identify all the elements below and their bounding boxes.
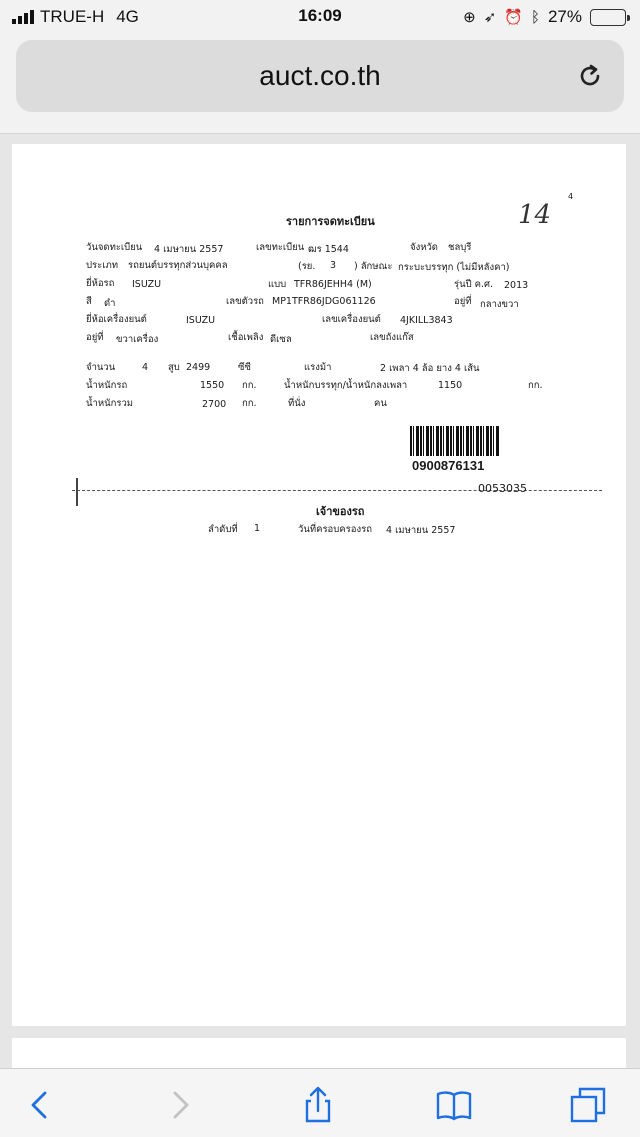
value-chassis: MP1TFR86JDG061126 <box>272 296 376 307</box>
owner-header: เจ้าของรถ <box>316 505 365 518</box>
label-engine-loc: อยู่ที่ <box>86 332 104 343</box>
back-icon[interactable] <box>20 1085 60 1125</box>
value-vehicle-weight: 1550 <box>200 380 225 391</box>
label-cylinders: จำนวน <box>86 362 116 373</box>
label-engine-no: เลขเครื่องยนต์ <box>322 314 381 325</box>
status-right <box>463 7 626 27</box>
label-plate: เลขทะเบียน <box>256 242 305 253</box>
registration-document <box>68 164 608 536</box>
value-province: ชลบุรี <box>448 242 472 253</box>
battery-percent: 27% <box>547 7 582 26</box>
order-label: ลำดับที่ <box>208 524 238 535</box>
document-title: รายการจดทะเบียน <box>286 215 375 228</box>
value-chassis-loc: กลางขวา <box>480 299 519 310</box>
label-class: (รย. <box>298 261 316 272</box>
status-bar <box>0 0 640 34</box>
label-type: ประเภท <box>86 260 119 271</box>
alarm-icon: ⏰ <box>504 9 523 26</box>
label-gas-tank: เลขถังแก๊ส <box>370 332 414 343</box>
reload-icon[interactable] <box>576 62 604 90</box>
label-model: แบบ <box>268 279 287 290</box>
unit-seats: คน <box>374 398 387 409</box>
value-cylinders: 4 <box>142 362 149 373</box>
address-bar[interactable] <box>16 40 624 112</box>
value-engine-loc: ขวาเครื่อง <box>116 334 159 345</box>
value-reg-date: 4 เมษายน 2557 <box>154 244 224 255</box>
label-fuel: เชื้อเพลิง <box>228 332 264 343</box>
label-gross-weight: น้ำหนักรวม <box>86 398 134 409</box>
value-model-year: 2013 <box>504 280 529 291</box>
value-load-weight: 1150 <box>438 380 463 391</box>
label-vehicle-weight: น้ำหนักรถ <box>86 380 128 391</box>
value-engine-brand: ISUZU <box>186 315 216 326</box>
label-color: สี <box>86 296 92 307</box>
value-brand: ISUZU <box>132 279 162 290</box>
serial-number: 0053035 <box>478 482 527 495</box>
value-fuel: ดีเซล <box>270 334 292 345</box>
value-engine-no: 4JKILL3843 <box>400 315 453 326</box>
label-brand: ยี่ห้อรถ <box>86 278 115 289</box>
network-type: 4G <box>116 7 139 26</box>
label-chassis-loc: อยู่ที่ <box>454 296 472 307</box>
label-engine-brand: ยี่ห้อเครื่องยนต์ <box>86 314 147 325</box>
label-displacement: สูบ <box>168 362 180 373</box>
label-chassis: เลขตัวรถ <box>226 296 264 307</box>
value-color: ดำ <box>104 298 116 309</box>
barcode-number: 0900876131 <box>412 458 485 473</box>
handwritten-number: 14 <box>518 200 552 230</box>
lock-rotation-icon: ⊕ <box>463 9 476 26</box>
label-seats: ที่นั่ง <box>288 398 306 409</box>
document-page <box>12 144 626 1026</box>
battery-icon <box>590 9 626 26</box>
label-province: จังหวัด <box>410 242 438 253</box>
share-icon[interactable] <box>298 1085 338 1125</box>
browser-toolbar <box>0 1068 640 1137</box>
label-model-year: รุ่นปี ค.ศ. <box>454 279 494 290</box>
carrier-name: TRUE-H <box>40 7 105 26</box>
location-icon: ➶ <box>483 9 497 26</box>
clock: 16:09 <box>298 6 342 25</box>
value-plate: ฒร 1544 <box>308 244 349 255</box>
unit-gross-weight: กก. <box>242 398 257 409</box>
value-style: กระบะบรรทุก (ไม่มีหลังคา) <box>398 262 510 273</box>
forward-icon[interactable] <box>160 1085 200 1125</box>
value-gross-weight: 2700 <box>202 399 227 410</box>
value-class: 3 <box>330 260 337 271</box>
possession-date-label: วันที่ครอบครองรถ <box>298 524 372 535</box>
value-type: รถยนต์บรรทุกส่วนบุคคล <box>128 260 228 271</box>
bookmarks-icon[interactable] <box>434 1085 474 1125</box>
bluetooth-icon: ᛒ <box>530 8 540 26</box>
label-load-weight: น้ำหนักบรรทุก/น้ำหนักลงเพลา <box>284 380 408 391</box>
unit-vehicle-weight: กก. <box>242 380 257 391</box>
url-text[interactable]: auct.co.th <box>259 60 381 91</box>
order-value: 1 <box>254 523 261 534</box>
tabs-icon[interactable] <box>568 1085 608 1125</box>
label-style: ) ลักษณะ <box>354 261 393 272</box>
margin-mark <box>76 478 78 506</box>
barcode-image <box>410 426 500 456</box>
value-model: TFR86JEHH4 (M) <box>294 279 372 290</box>
possession-date-value: 4 เมษายน 2557 <box>386 525 456 536</box>
label-reg-date: วันจดทะเบียน <box>86 242 143 253</box>
browser-header <box>0 34 640 134</box>
corner-mark: 4 <box>568 192 574 201</box>
value-axles: 2 เพลา 4 ล้อ ยาง 4 เส้น <box>380 363 480 374</box>
unit-load-weight: กก. <box>528 380 543 391</box>
label-horsepower: แรงม้า <box>304 362 332 373</box>
value-displacement: 2499 <box>186 362 211 373</box>
label-cc: ซีซี <box>238 362 251 373</box>
